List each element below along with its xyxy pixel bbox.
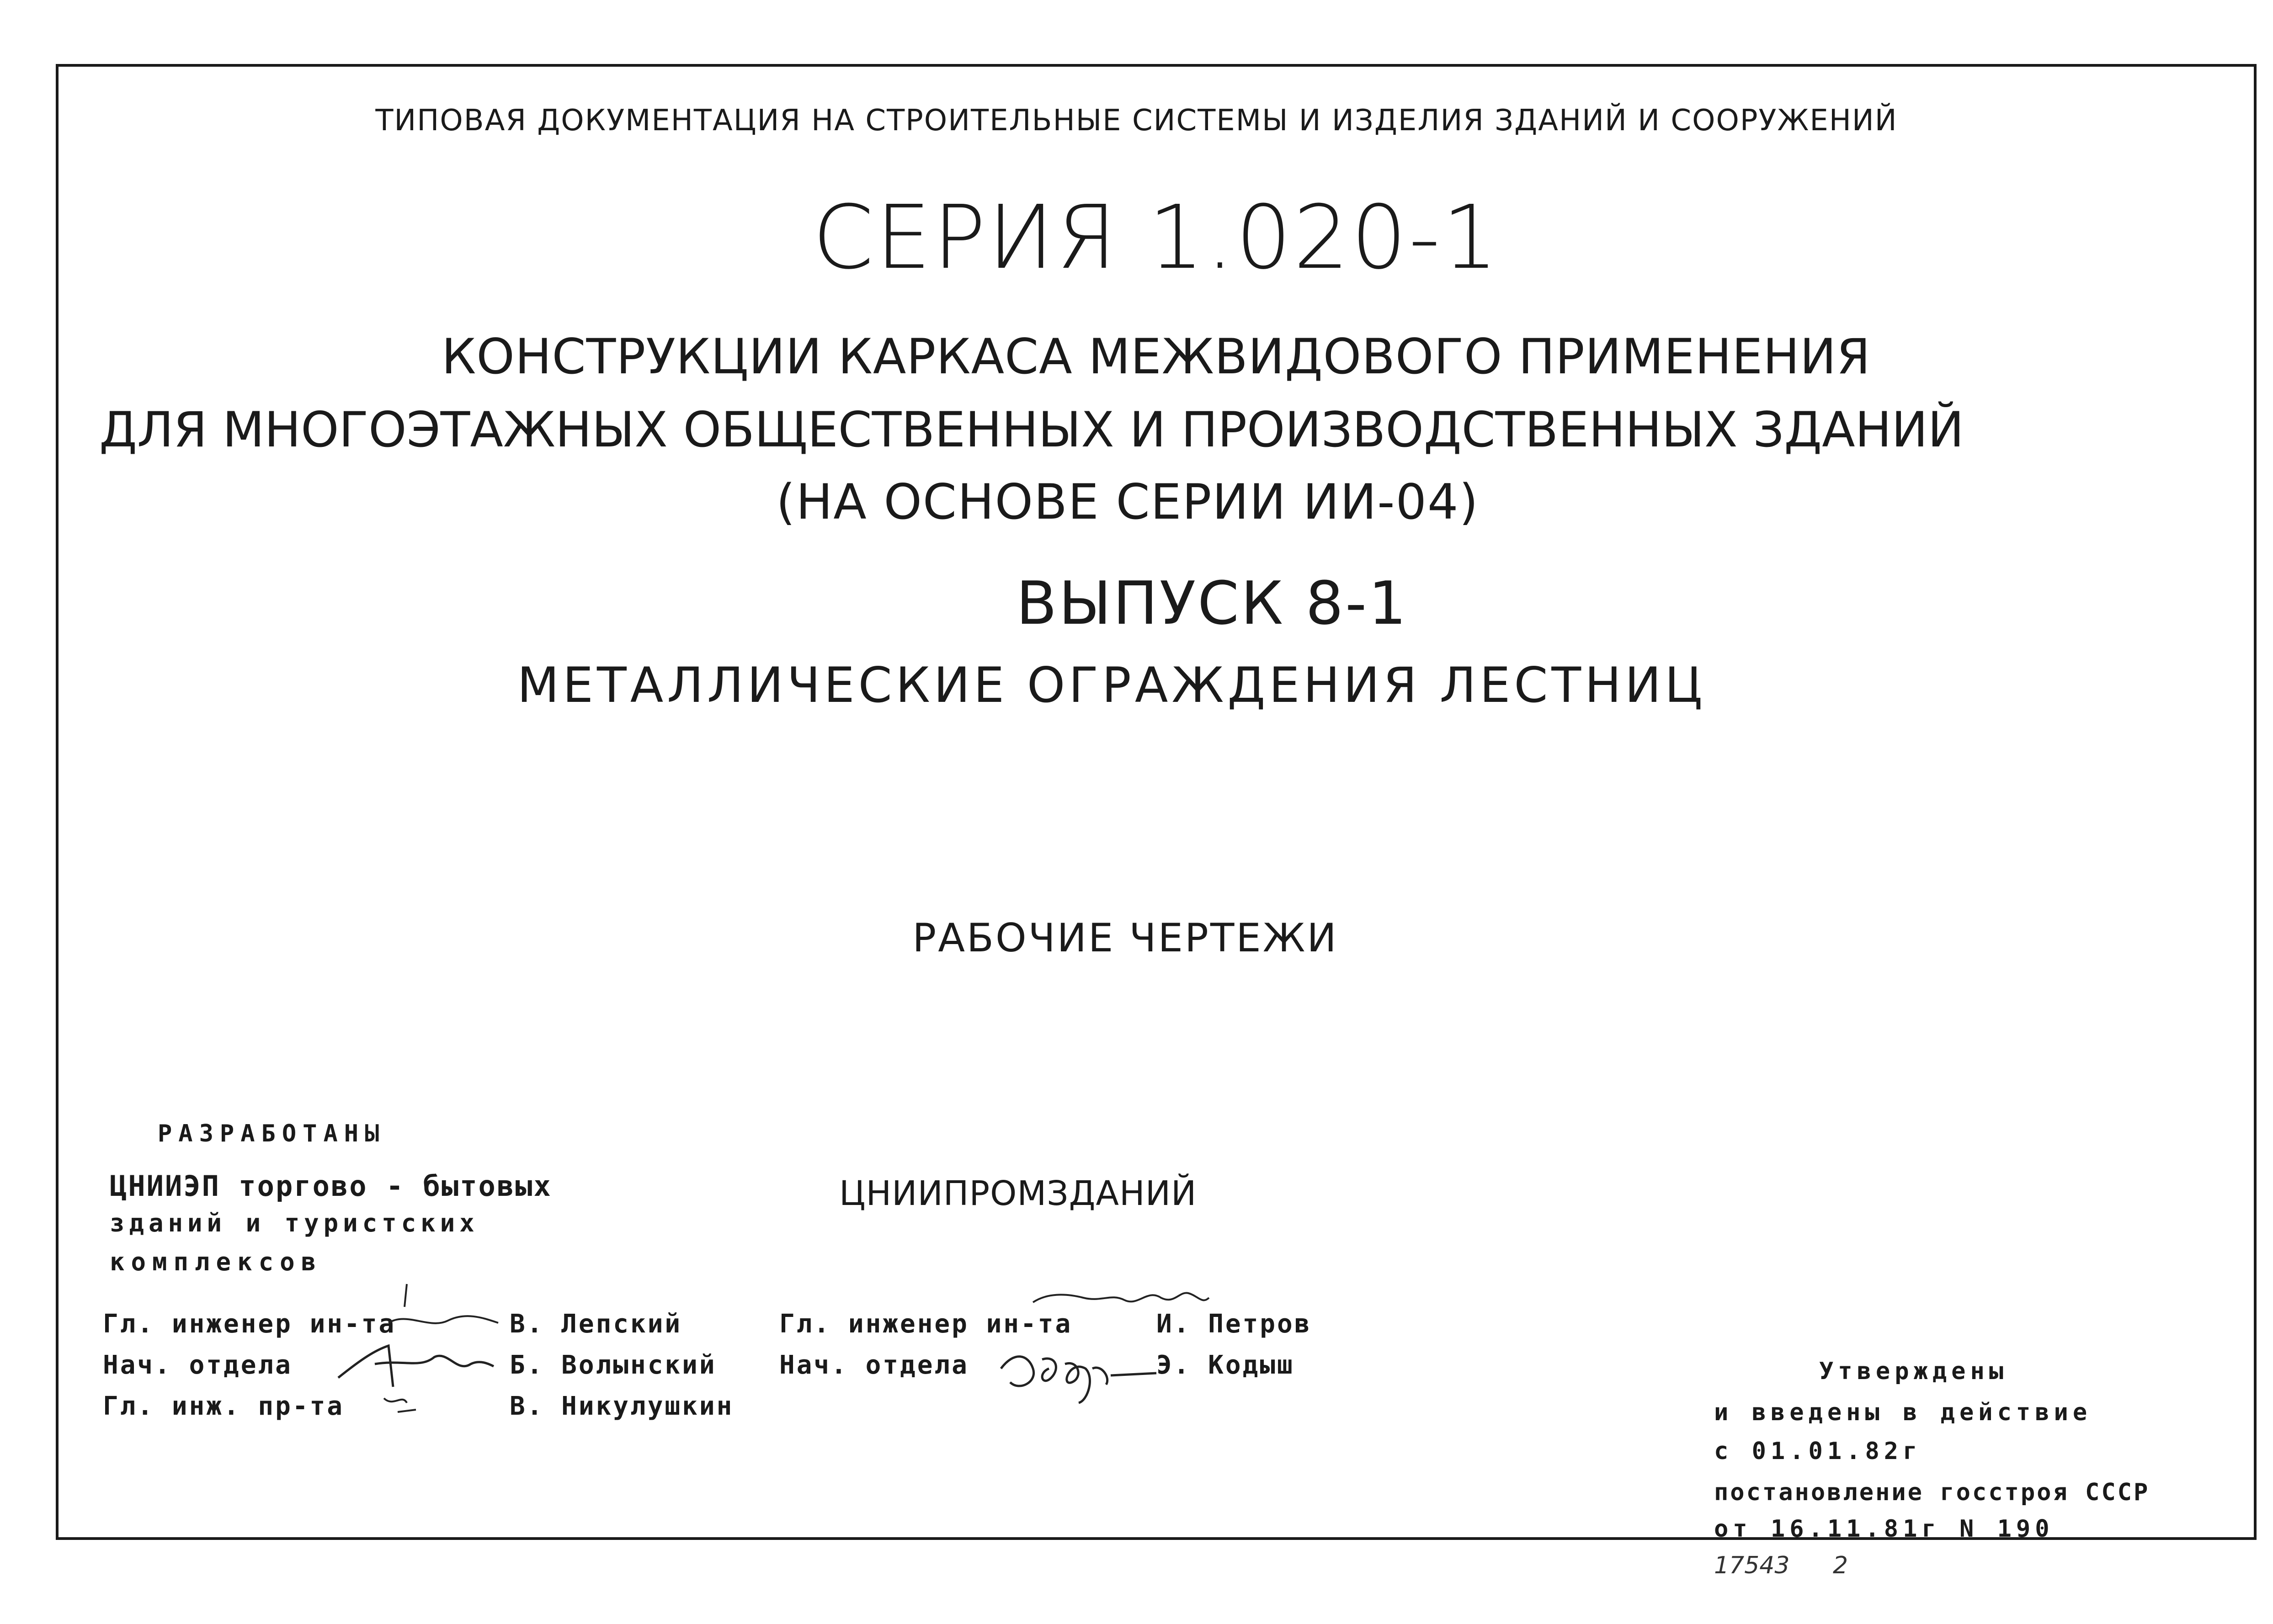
left-sig-role-1: Гл. инженер ин-та bbox=[103, 1309, 396, 1339]
developer-org-1-line-1: ЦНИИЭП торгово - бытовых bbox=[110, 1169, 552, 1203]
left-sig-name-2: Б. Волынский bbox=[510, 1350, 717, 1380]
developer-org-1-line-3: комплексов bbox=[110, 1247, 323, 1276]
approval-line-3: с 01.01.82г bbox=[1714, 1438, 1922, 1465]
stamp-sheet: 2 bbox=[1833, 1552, 1848, 1579]
approval-line-4: постановление госстроя СССР bbox=[1714, 1479, 2150, 1506]
approval-line-5: от 16.11.81г N 190 bbox=[1714, 1515, 2054, 1543]
title-line-1: КОНСТРУКЦИИ КАРКАСА МЕЖВИДОВОГО ПРИМЕНЕНИЯ bbox=[442, 329, 1871, 385]
series-number: СЕРИЯ 1.020-1 bbox=[812, 187, 1500, 289]
system-title: ТИПОВАЯ ДОКУМЕНТАЦИЯ НА СТРОИТЕЛЬНЫЕ СИСТЕМЫ И ИЗДЕЛИЯ ЗДАНИЙ И СООРУЖЕНИЙ bbox=[375, 104, 1898, 138]
subject-title: МЕТАЛЛИЧЕСКИЕ ОГРАЖДЕНИЯ ЛЕСТНИЦ bbox=[517, 657, 1706, 713]
left-sig-role-2: Нач. отдела bbox=[103, 1350, 293, 1380]
developer-org-2: ЦНИИПРОМЗДАНИЙ bbox=[839, 1174, 1197, 1213]
approval-line-1: Утверждены bbox=[1819, 1358, 2008, 1385]
left-sig-name-1: В. Лепский bbox=[510, 1309, 682, 1339]
title-line-3: (НА ОСНОВЕ СЕРИИ ИИ-04) bbox=[776, 474, 1479, 530]
stamp-number: 17543 bbox=[1714, 1552, 1790, 1579]
issue-number: ВЫПУСК 8-1 bbox=[1016, 568, 1408, 638]
signature-petrov-icon bbox=[1028, 1279, 1220, 1334]
left-sig-name-3: В. Никулушкин bbox=[510, 1391, 734, 1421]
right-sig-name-1: И. Петров bbox=[1156, 1309, 1312, 1339]
approval-line-2: и введены в действие bbox=[1714, 1399, 2092, 1426]
developer-org-1-line-2: зданий и туристских bbox=[110, 1209, 479, 1237]
left-sig-role-3: Гл. инж. пр-та bbox=[103, 1391, 345, 1421]
right-sig-role-2: Нач. отдела bbox=[779, 1350, 969, 1380]
signature-nikulushkin-icon bbox=[375, 1385, 430, 1426]
developed-heading: РАЗРАБОТАНЫ bbox=[158, 1120, 386, 1147]
document-type: РАБОЧИЕ ЧЕРТЕЖИ bbox=[912, 915, 1338, 961]
title-line-2: ДЛЯ МНОГОЭТАЖНЫХ ОБЩЕСТВЕННЫХ И ПРОИЗВОДСТВЕННЫХ ЗДАНИЙ bbox=[99, 402, 1964, 458]
right-sig-name-2: Э. Кодыш bbox=[1156, 1350, 1294, 1380]
right-sig-role-1: Гл. инженер ин-та bbox=[779, 1309, 1073, 1339]
signature-kodysh-icon bbox=[992, 1341, 1166, 1410]
